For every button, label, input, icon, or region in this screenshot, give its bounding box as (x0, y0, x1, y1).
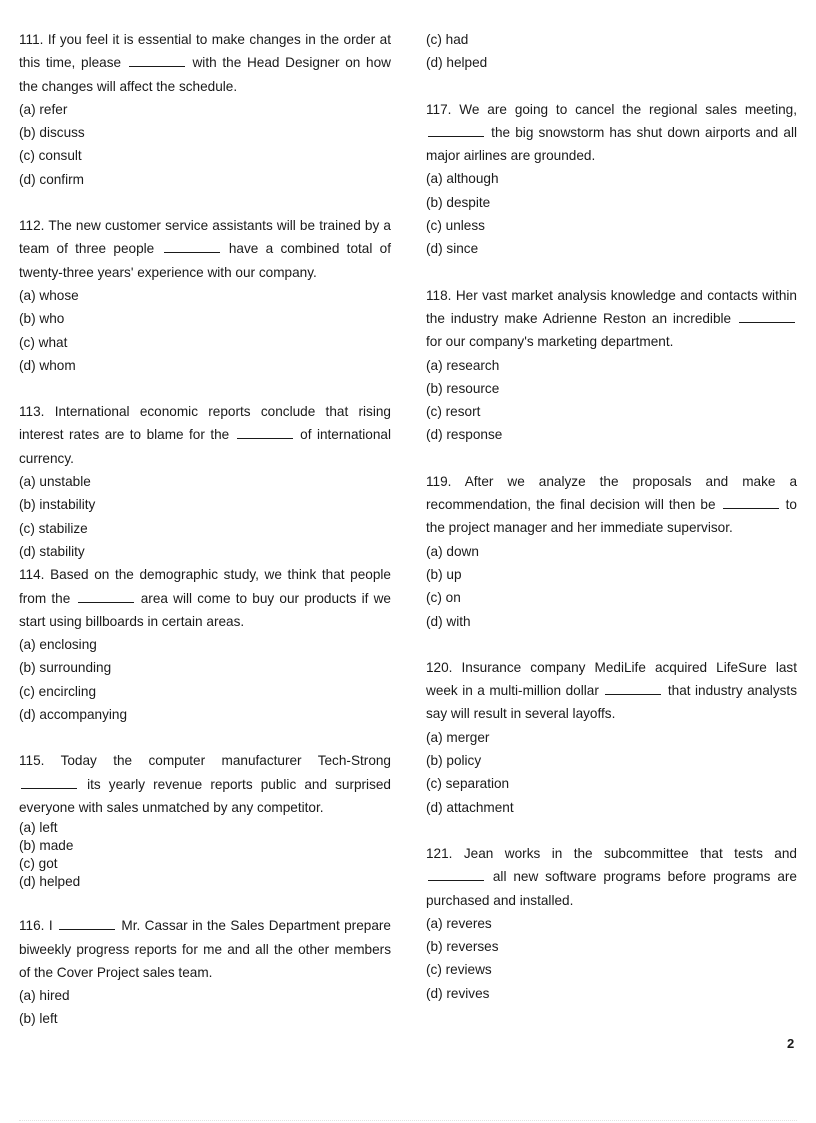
option-b: (b) up (426, 566, 462, 582)
right-column (426, 28, 797, 1005)
question-118 (426, 284, 797, 447)
option-a: (a) hired (19, 988, 70, 1004)
option-d: (d) revives (426, 985, 490, 1001)
option-a: (a) unstable (19, 474, 91, 490)
stem-text-before: 121. Jean works in the subcommittee that tests and (426, 845, 797, 861)
question-stem (19, 749, 391, 819)
question-stem (19, 914, 391, 984)
stem-text-after: that industry analysts say will result in several layoffs. (426, 683, 797, 722)
option-a: (a) enclosing (19, 637, 97, 653)
question-stem (19, 28, 391, 98)
answer-blank (59, 917, 115, 930)
option-b: (b) surrounding (19, 660, 112, 676)
page-number: 2 (787, 1036, 795, 1051)
stem-text-before: 120. Insurance company MediLife acquired LifeSure last week in a multi-million dollar (426, 659, 797, 699)
stem-text-before: 113. International economic reports conclude that rising interest rates are to blame for the (19, 404, 391, 443)
option-d: (d) stability (19, 543, 85, 559)
stem-text-after: the big snowstorm has shut down airports and all major airlines are grounded. (426, 124, 797, 164)
question-119 (426, 470, 797, 633)
option-a: (a) reveres (426, 915, 492, 931)
option-b: (b) resource (426, 380, 500, 396)
option-b: (b) who (19, 311, 65, 327)
option-c: (c) what (19, 334, 68, 350)
answer-blank (723, 496, 779, 509)
answer-blank (78, 590, 134, 603)
question-116 (19, 914, 391, 1030)
answer-blank (428, 124, 484, 137)
option-a: (a) refer (19, 101, 68, 117)
option-b: (b) policy (426, 753, 482, 769)
stem-text-after: all new software programs before programs are purchased and installed. (426, 869, 797, 908)
option-a: (a) down (426, 543, 479, 559)
question-stem (426, 656, 797, 726)
stem-text-after: Mr. Cassar in the Sales Department prepare biweekly progress reports for me and all the other members of the Cover Project sales team. (19, 918, 391, 980)
option-c: (c) consult (19, 148, 82, 164)
question-117 (426, 98, 797, 261)
question-stem (426, 842, 797, 912)
question-stem (426, 284, 797, 354)
option-d: (d) attachment (426, 799, 514, 815)
stem-text-before: 118. Her vast market analysis knowledge and contacts within the industry make Adrienne Reston an incredible (426, 287, 797, 326)
stem-text-before: 112. The new customer service assistants will be trained by a team of three people (19, 218, 391, 257)
option-d: (d) response (426, 427, 503, 443)
option-d: (d) whom (19, 357, 76, 373)
answer-blank (237, 426, 293, 439)
answer-blank (605, 682, 661, 695)
option-d: (d) helped (19, 874, 81, 890)
option-c: (c) resort (426, 404, 481, 420)
stem-text-before: 117. We are going to cancel the regional sales meeting, (426, 101, 797, 117)
option-c: (c) encircling (19, 683, 97, 699)
stem-text-after: have a combined total of twenty-three years' experience with our company. (19, 241, 391, 280)
option-c: (c) separation (426, 776, 510, 792)
option-a: (a) merger (426, 729, 490, 745)
option-c: (c) had (426, 32, 469, 47)
footer-divider (19, 1120, 797, 1121)
stem-text-after: of international currency. (19, 427, 392, 466)
option-c: (c) reviews (426, 962, 492, 978)
question-stem (19, 214, 391, 284)
answer-blank (21, 776, 77, 789)
question-112 (19, 214, 391, 377)
question-stem (19, 400, 391, 470)
stem-text-before: 115. Today the computer manufacturer Tech-Strong (19, 753, 391, 769)
answer-blank (739, 310, 795, 323)
stem-text-before: 111. If you feel it is essential to make changes in the order at this time, please (19, 32, 391, 71)
option-a: (a) research (426, 357, 500, 373)
stem-text-after: to the project manager and her immediate supervisor. (426, 497, 797, 536)
option-d: (d) accompanying (19, 707, 128, 723)
question-stem (426, 98, 797, 168)
option-c: (c) stabilize (19, 520, 88, 536)
option-a: (a) although (426, 171, 499, 187)
question-116-continued (426, 28, 797, 75)
stem-text-after: area will come to buy our products if we start using billboards in certain areas. (19, 590, 391, 629)
question-stem (19, 563, 391, 633)
option-b: (b) left (19, 1011, 58, 1027)
stem-text-after: its yearly revenue reports public and surprised everyone with sales unmatched by any competitor. (19, 776, 391, 815)
option-b: (b) made (19, 838, 74, 854)
stem-text-before: 114. Based on the demographic study, we think that people from the (19, 567, 391, 606)
stem-text-before: 116. I (19, 918, 53, 934)
question-114 (19, 563, 391, 726)
question-115 (19, 749, 391, 891)
answer-blank (129, 54, 185, 67)
stem-text-after: with the Head Designer on how the changes will affect the schedule. (19, 55, 391, 94)
option-c: (c) on (426, 590, 461, 606)
option-b: (b) despite (426, 194, 491, 210)
option-b: (b) discuss (19, 125, 85, 141)
stem-text-before: 119. After we analyze the proposals and make a recommendation, the final decision will then be (426, 473, 797, 513)
option-c: (c) got (19, 856, 58, 872)
option-d: (d) with (426, 613, 471, 629)
answer-blank (164, 240, 220, 253)
option-d: (d) since (426, 241, 479, 257)
option-d: (d) confirm (19, 171, 84, 187)
option-a: (a) left (19, 820, 58, 836)
option-a: (a) whose (19, 287, 79, 303)
question-111 (19, 28, 391, 191)
answer-blank (428, 868, 484, 881)
stem-text-after: for our company's marketing department. (426, 334, 674, 350)
question-121 (426, 842, 797, 1005)
left-column (19, 28, 391, 1031)
option-b: (b) reverses (426, 939, 499, 955)
question-stem (426, 470, 797, 540)
option-b: (b) instability (19, 497, 96, 513)
option-c: (c) unless (426, 218, 485, 234)
option-d: (d) helped (426, 55, 488, 71)
question-113 (19, 400, 391, 563)
question-120 (426, 656, 797, 819)
